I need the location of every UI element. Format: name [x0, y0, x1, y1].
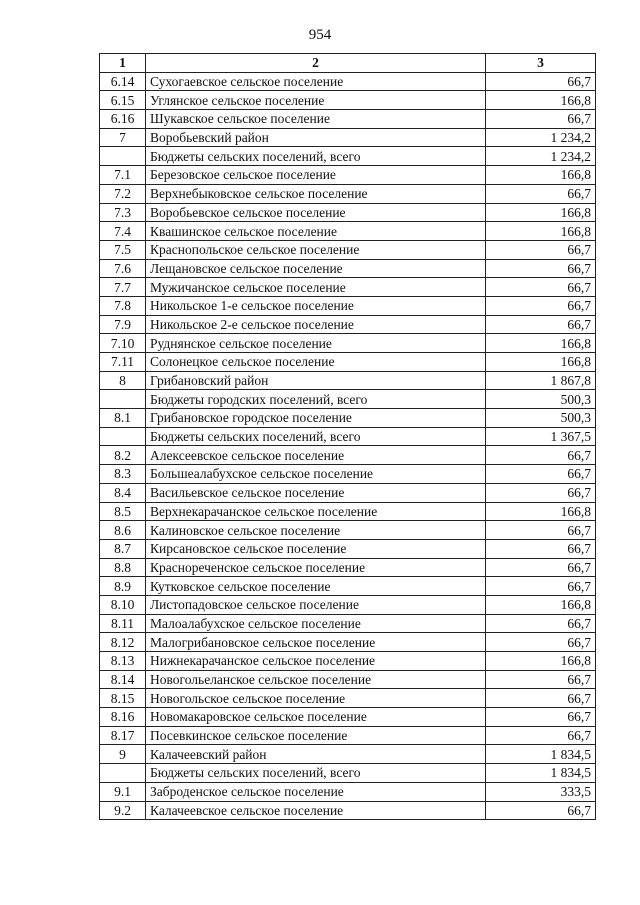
row-name-cell: Бюджеты сельских поселений, всего [146, 147, 486, 166]
table-row [100, 801, 596, 820]
row-value-cell: 66,7 [486, 483, 596, 502]
table-row [100, 240, 596, 259]
row-number-cell: 8.3 [100, 465, 146, 484]
row-value-cell: 166,8 [486, 334, 596, 353]
table-row [100, 147, 596, 166]
row-value-cell: 66,7 [486, 539, 596, 558]
row-name-cell: Посевкинское сельское поселение [146, 726, 486, 745]
row-value-cell: 66,7 [486, 465, 596, 484]
row-value-cell: 66,7 [486, 315, 596, 334]
row-value-cell: 166,8 [486, 166, 596, 185]
table-row [100, 670, 596, 689]
row-name-cell: Грибановский район [146, 371, 486, 390]
row-number-cell: 8.1 [100, 409, 146, 428]
row-value-cell: 1 234,2 [486, 128, 596, 147]
row-name-cell: Краснореченское сельское поселение [146, 558, 486, 577]
row-number-cell: 8.6 [100, 521, 146, 540]
table-row [100, 483, 596, 502]
row-number-cell: 6.15 [100, 91, 146, 110]
row-name-cell: Новогольское сельское поселение [146, 689, 486, 708]
row-name-cell: Васильевское сельское поселение [146, 483, 486, 502]
budget-table [99, 53, 596, 820]
row-number-cell: 7.6 [100, 259, 146, 278]
row-name-cell: Малоалабухское сельское поселение [146, 614, 486, 633]
row-number-cell: 8.14 [100, 670, 146, 689]
row-number-cell: 7.1 [100, 166, 146, 185]
row-value-cell: 66,7 [486, 670, 596, 689]
table-row [100, 278, 596, 297]
header-col-2: 2 [146, 54, 486, 73]
row-value-cell: 66,7 [486, 801, 596, 820]
table-row [100, 371, 596, 390]
row-number-cell [100, 764, 146, 783]
table-row [100, 296, 596, 315]
row-name-cell: Нижнекарачанское сельское поселение [146, 652, 486, 671]
row-name-cell: Кирсановское сельское поселение [146, 539, 486, 558]
row-value-cell: 1 234,2 [486, 147, 596, 166]
row-name-cell: Краснопольское сельское поселение [146, 240, 486, 259]
table-row [100, 166, 596, 185]
row-value-cell: 66,7 [486, 184, 596, 203]
table-row [100, 577, 596, 596]
header-col-3: 3 [486, 54, 596, 73]
row-name-cell: Калиновское сельское поселение [146, 521, 486, 540]
row-number-cell: 7 [100, 128, 146, 147]
row-number-cell: 8.15 [100, 689, 146, 708]
table-row [100, 409, 596, 428]
row-name-cell: Квашинское сельское поселение [146, 222, 486, 241]
row-number-cell: 8 [100, 371, 146, 390]
row-number-cell: 8.5 [100, 502, 146, 521]
table-row [100, 390, 596, 409]
table-row [100, 128, 596, 147]
row-name-cell: Малогрибановское сельское поселение [146, 633, 486, 652]
row-number-cell: 7.10 [100, 334, 146, 353]
row-value-cell: 66,7 [486, 110, 596, 129]
row-number-cell: 8.4 [100, 483, 146, 502]
row-value-cell: 66,7 [486, 278, 596, 297]
table-row [100, 745, 596, 764]
table-header-row [100, 54, 596, 73]
row-number-cell: 8.8 [100, 558, 146, 577]
row-value-cell: 166,8 [486, 595, 596, 614]
row-number-cell [100, 390, 146, 409]
row-value-cell: 166,8 [486, 203, 596, 222]
table-row [100, 222, 596, 241]
row-name-cell: Воробьевский район [146, 128, 486, 147]
table-row [100, 502, 596, 521]
table-row [100, 427, 596, 446]
row-name-cell: Новомакаровское сельское поселение [146, 708, 486, 727]
row-number-cell: 9 [100, 745, 146, 764]
row-value-cell: 500,3 [486, 409, 596, 428]
table-row [100, 521, 596, 540]
row-value-cell: 66,7 [486, 577, 596, 596]
row-name-cell: Листопадовское сельское поселение [146, 595, 486, 614]
table-row [100, 689, 596, 708]
row-number-cell: 7.7 [100, 278, 146, 297]
row-value-cell: 66,7 [486, 614, 596, 633]
table-row [100, 91, 596, 110]
table-row [100, 259, 596, 278]
row-number-cell: 8.11 [100, 614, 146, 633]
table-row [100, 110, 596, 129]
row-number-cell: 8.2 [100, 446, 146, 465]
row-value-cell: 66,7 [486, 633, 596, 652]
row-value-cell: 66,7 [486, 296, 596, 315]
row-name-cell: Заброденское сельское поселение [146, 782, 486, 801]
row-value-cell: 66,7 [486, 259, 596, 278]
row-name-cell: Грибановское городское поселение [146, 409, 486, 428]
row-number-cell: 7.3 [100, 203, 146, 222]
row-name-cell: Никольское 1-е сельское поселение [146, 296, 486, 315]
row-value-cell: 1 834,5 [486, 764, 596, 783]
row-value-cell: 66,7 [486, 240, 596, 259]
row-name-cell: Калачеевское сельское поселение [146, 801, 486, 820]
row-number-cell: 7.2 [100, 184, 146, 203]
row-name-cell: Воробьевское сельское поселение [146, 203, 486, 222]
row-name-cell: Верхнекарачанское сельское поселение [146, 502, 486, 521]
row-name-cell: Сухогаевское сельское поселение [146, 72, 486, 91]
row-number-cell: 7.5 [100, 240, 146, 259]
row-number-cell: 8.12 [100, 633, 146, 652]
row-number-cell: 7.4 [100, 222, 146, 241]
row-name-cell: Кутковское сельское поселение [146, 577, 486, 596]
row-number-cell: 7.8 [100, 296, 146, 315]
row-number-cell: 6.16 [100, 110, 146, 129]
row-name-cell: Углянское сельское поселение [146, 91, 486, 110]
row-value-cell: 166,8 [486, 222, 596, 241]
table-row [100, 184, 596, 203]
row-name-cell: Бюджеты сельских поселений, всего [146, 764, 486, 783]
row-number-cell: 8.16 [100, 708, 146, 727]
table-row [100, 595, 596, 614]
row-number-cell: 8.9 [100, 577, 146, 596]
table-row [100, 633, 596, 652]
row-value-cell: 66,7 [486, 72, 596, 91]
row-value-cell: 66,7 [486, 446, 596, 465]
row-name-cell: Верхнебыковское сельское поселение [146, 184, 486, 203]
row-value-cell: 66,7 [486, 689, 596, 708]
row-number-cell: 7.9 [100, 315, 146, 334]
row-name-cell: Руднянское сельское поселение [146, 334, 486, 353]
table-row [100, 315, 596, 334]
row-value-cell: 66,7 [486, 708, 596, 727]
row-value-cell: 166,8 [486, 652, 596, 671]
table-row [100, 353, 596, 372]
table-row [100, 764, 596, 783]
row-name-cell: Мужичанское сельское поселение [146, 278, 486, 297]
row-number-cell: 6.14 [100, 72, 146, 91]
table-row [100, 614, 596, 633]
row-value-cell: 1 367,5 [486, 427, 596, 446]
table-row [100, 334, 596, 353]
row-value-cell: 500,3 [486, 390, 596, 409]
table-row [100, 558, 596, 577]
row-name-cell: Бюджеты сельских поселений, всего [146, 427, 486, 446]
page-number: 954 [308, 27, 332, 43]
table-row [100, 539, 596, 558]
row-name-cell: Солонецкое сельское поселение [146, 353, 486, 372]
table-row [100, 465, 596, 484]
row-number-cell: 8.10 [100, 595, 146, 614]
row-name-cell: Алексеевское сельское поселение [146, 446, 486, 465]
row-name-cell: Бюджеты городских поселений, всего [146, 390, 486, 409]
row-number-cell: 7.11 [100, 353, 146, 372]
row-value-cell: 166,8 [486, 502, 596, 521]
row-number-cell [100, 147, 146, 166]
row-value-cell: 166,8 [486, 91, 596, 110]
table-row [100, 652, 596, 671]
row-name-cell: Большеалабухское сельское поселение [146, 465, 486, 484]
table-row [100, 726, 596, 745]
row-number-cell: 9.2 [100, 801, 146, 820]
table-row [100, 203, 596, 222]
row-value-cell: 66,7 [486, 521, 596, 540]
row-number-cell [100, 427, 146, 446]
table-row [100, 446, 596, 465]
row-name-cell: Калачеевский район [146, 745, 486, 764]
row-number-cell: 8.17 [100, 726, 146, 745]
header-col-1: 1 [100, 54, 146, 73]
table-row [100, 708, 596, 727]
row-name-cell: Лещановское сельское поселение [146, 259, 486, 278]
row-number-cell: 8.13 [100, 652, 146, 671]
row-value-cell: 1 867,8 [486, 371, 596, 390]
table-row [100, 72, 596, 91]
row-name-cell: Березовское сельское поселение [146, 166, 486, 185]
row-value-cell: 66,7 [486, 726, 596, 745]
row-value-cell: 333,5 [486, 782, 596, 801]
row-value-cell: 66,7 [486, 558, 596, 577]
row-name-cell: Никольское 2-е сельское поселение [146, 315, 486, 334]
row-number-cell: 9.1 [100, 782, 146, 801]
row-name-cell: Новогольеланское сельское поселение [146, 670, 486, 689]
row-number-cell: 8.7 [100, 539, 146, 558]
row-name-cell: Шукавское сельское поселение [146, 110, 486, 129]
table-row [100, 782, 596, 801]
row-value-cell: 166,8 [486, 353, 596, 372]
row-value-cell: 1 834,5 [486, 745, 596, 764]
